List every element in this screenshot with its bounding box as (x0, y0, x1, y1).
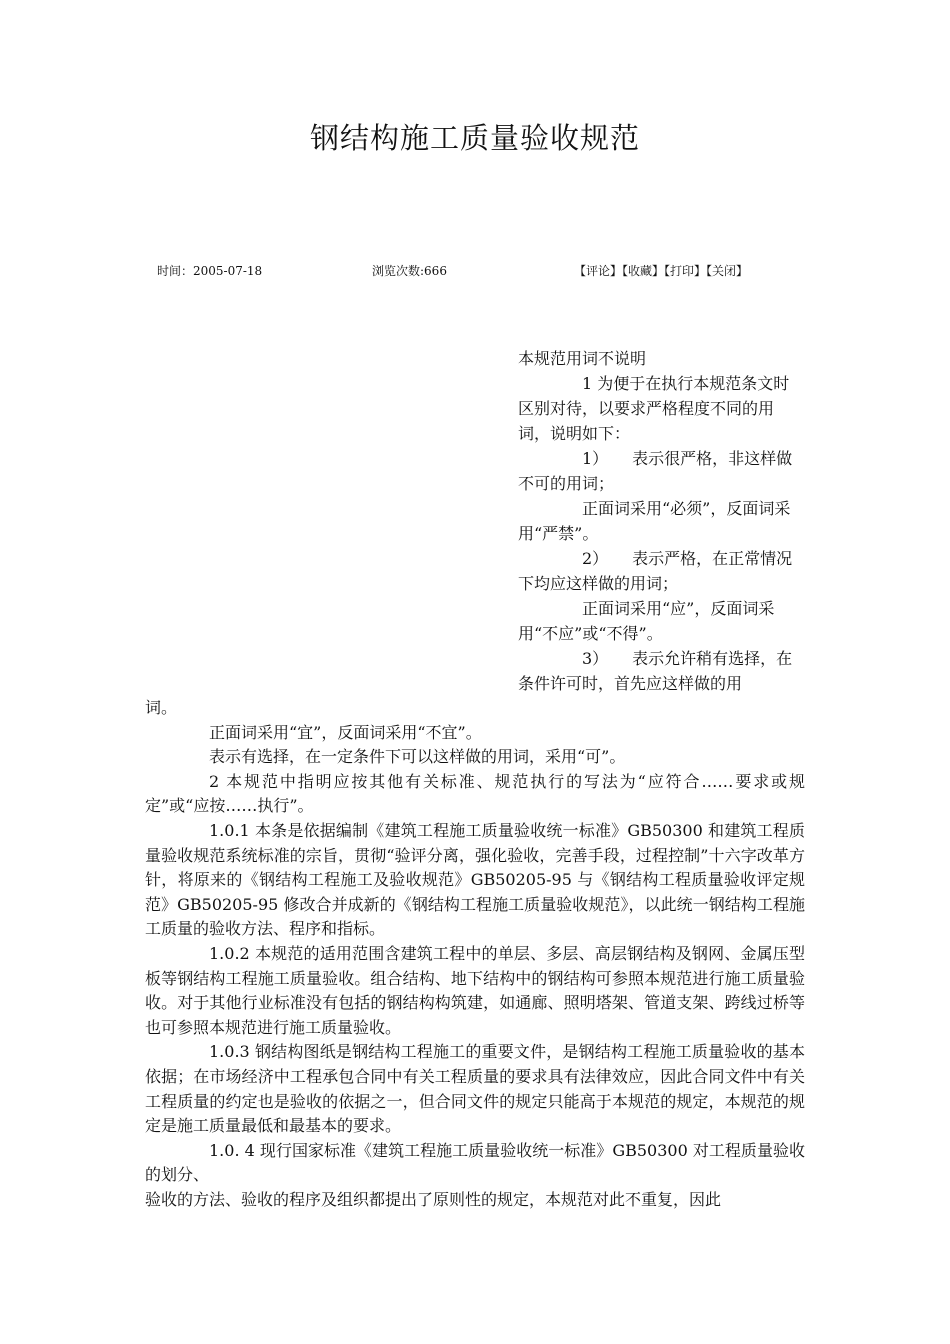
column-line: 1 为便于在执行本规范条文时区别对待，以要求严格程度不同的用词，说明如下： (518, 374, 790, 443)
column-heading: 本规范用词不说明 (518, 349, 647, 368)
action-links (574, 262, 748, 279)
column-line: 正面词采用“必须”，反面词采用“严禁”。 (518, 499, 791, 543)
print-link[interactable]: 【打印】 (664, 264, 707, 278)
column-line: 1） 表示很严格，非这样做不可的用词； (518, 449, 793, 493)
column-line: 2） 表示严格，在正常情况下均应这样做的用词； (518, 549, 793, 593)
column-line: 3） 表示允许稍有选择，在条件许可时，首先应这样做的用 (518, 649, 793, 693)
comment-link[interactable]: 【评论】 (574, 264, 623, 278)
paragraph: 1.0. 4 现行国家标准《建筑工程施工质量验收统一标准》GB50300 对工程质量验收的划分、 (145, 1140, 805, 1185)
paragraph: 2 本规范中指明应按其他有关标准、规范执行的写法为“应符合……要求或规定”或“应按……执行”。 (145, 771, 805, 816)
body-text (145, 696, 805, 1212)
favorite-link[interactable]: 【收藏】 (622, 264, 665, 278)
paragraph: 表示有选择，在一定条件下可以这样做的用词，采用“可”。 (209, 747, 626, 767)
paragraph: 验收的方法、验收的程序及组织都提出了原则性的规定，本规范对此不重复，因此 (145, 1189, 722, 1209)
paragraph: 正面词采用“宜”，反面词采用“不宜”。 (209, 722, 482, 742)
paragraph: 1.0.2 本规范的适用范围含建筑工程中的单层、多层、高层钢结构及钢网、金属压型板等钢结构工程施工质量验收。组合结构、地下结构中的钢结构可参照本规范进行施工质量验收。对于其他行业标准没有包括的钢结构构筑建，如通廊、照明塔架、管道支架、跨线过桥等也可参照本规范进行施工质量验收。 (145, 943, 805, 1037)
page-title: 钢结构施工质量验收规范 (309, 121, 640, 155)
paragraph: 词。 (145, 698, 178, 717)
column-line: 正面词采用“应”，反面词采用“不应”或“不得”。 (518, 599, 775, 643)
close-link[interactable]: 【关闭】 (706, 264, 749, 278)
terms-column (518, 346, 802, 696)
publish-time: 时间：2005-07-18 (157, 264, 263, 278)
paragraph: 1.0.1 本条是依据编制《建筑工程施工质量验收统一标准》GB50300 和建筑工程质量验收规范系统标准的宗旨，贯彻“验评分离，强化验收，完善手段，过程控制”十六字改革方针，将原来的《钢结构工程施工及验收规范》GB50205-95 与《钢结构工程质量验收评定规范》GB50205-95 修改合并成新的《钢结构工程施工质量验收规范》，以此统一钢结构工程施工质量的验收方法、程序和指标。 (145, 820, 805, 939)
view-count: 浏览次数:666 (372, 264, 447, 278)
paragraph: 1.0.3 钢结构图纸是钢结构工程施工的重要文件，是钢结构工程施工质量验收的基本依据；在市场经济中工程承包合同中有关工程质量的要求具有法律效应，因此合同文件中有关工程质量的约定也是验收的依据之一，但合同文件的规定只能高于本规范的规定，本规范的规定是施工质量最低和最基本的要求。 (145, 1042, 805, 1136)
